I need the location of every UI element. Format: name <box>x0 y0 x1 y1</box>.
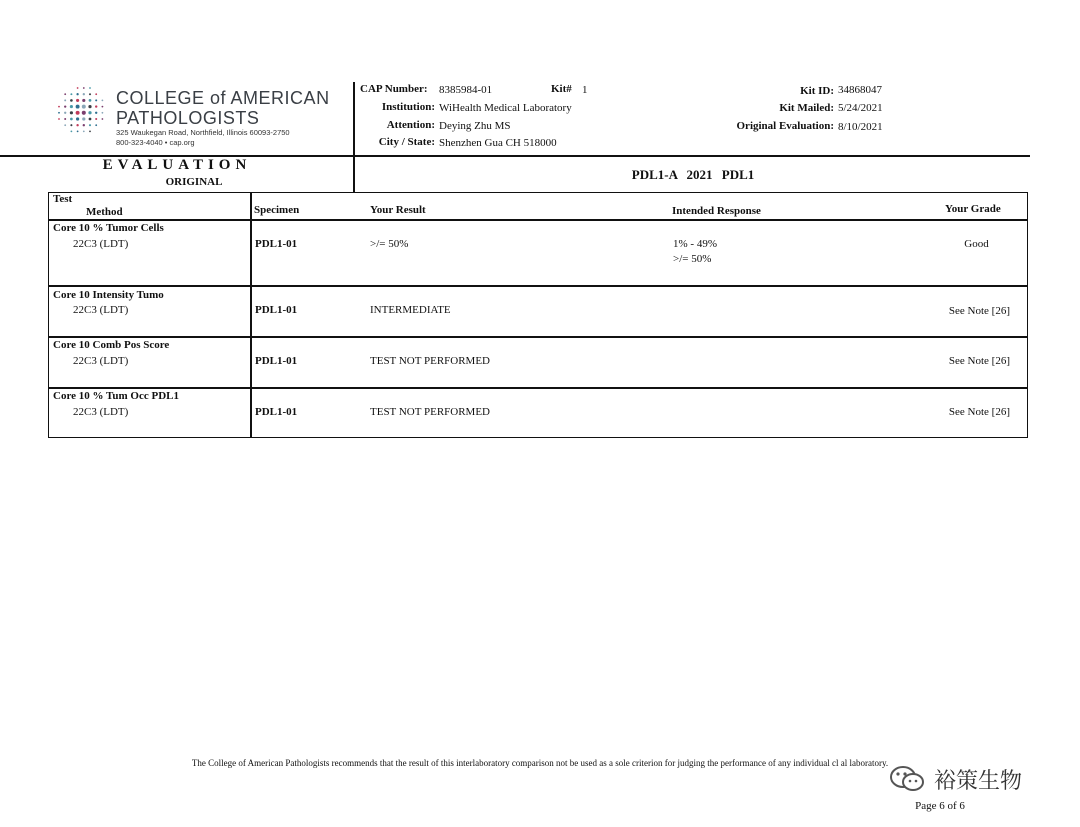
row-test: Core 10 Intensity Tumo <box>53 289 164 301</box>
logo-dot <box>95 112 97 114</box>
row-specimen: PDL1-01 <box>255 238 298 250</box>
attention-label: Attention: <box>386 119 435 131</box>
evaluation-subtitle: ORIGINAL <box>165 176 223 188</box>
logo-dot <box>82 99 85 102</box>
logo-dot <box>71 131 73 133</box>
original-eval-label: Original Evaluation: <box>736 120 834 132</box>
row-method: 22C3 (LDT) <box>73 238 129 250</box>
logo-dot <box>102 112 104 114</box>
logo-dot <box>83 131 85 133</box>
table-row-divider <box>48 387 1028 389</box>
logo-dot <box>95 118 97 120</box>
logo-dot <box>70 105 73 108</box>
logo-dot <box>77 131 79 133</box>
logo-dot <box>88 105 91 108</box>
row-specimen: PDL1-01 <box>255 304 298 316</box>
header-specimen: Specimen <box>254 204 300 216</box>
logo-dot <box>76 124 78 126</box>
logo-dot <box>70 99 73 102</box>
logo-dot <box>58 118 60 120</box>
row-method: 22C3 (LDT) <box>73 304 129 316</box>
header-intended-response: Intended Response <box>672 205 761 217</box>
kit-id-value: 34868047 <box>838 84 882 96</box>
row-intended-response: >/= 50% <box>673 253 712 265</box>
kit-mailed-value: 5/24/2021 <box>838 102 883 114</box>
logo-dot <box>82 105 86 109</box>
logo-dot <box>95 99 97 101</box>
row-intended-response: 1% - 49% <box>673 238 717 250</box>
logo-dot <box>76 105 80 109</box>
row-method: 22C3 (LDT) <box>73 406 129 418</box>
table-header-divider <box>48 219 1028 221</box>
kit-num-value: 1 <box>582 84 588 96</box>
org-name-line1: COLLEGE of AMERICAN <box>116 88 330 108</box>
logo-dot <box>89 118 92 121</box>
logo-dot <box>102 100 104 102</box>
page-number: Page 6 of 6 <box>915 800 965 812</box>
logo-dot <box>83 124 85 126</box>
row-grade: Good <box>964 238 989 250</box>
logo-dot <box>95 105 97 107</box>
table-row-divider <box>48 285 1028 287</box>
logo-dot <box>102 118 104 120</box>
logo-dot <box>89 124 91 126</box>
logo-dot <box>64 124 66 126</box>
logo-dot <box>83 93 85 95</box>
logo-dot <box>64 118 66 120</box>
header-method: Method <box>86 206 123 218</box>
logo-dot <box>89 131 91 133</box>
footer-disclaimer: The College of American Pathologists recommends that the result of this interlaboratory comparison not be used as a sole criterion for judging the performance of any individual cl al laboratory. <box>191 758 889 768</box>
logo-dot <box>64 93 66 95</box>
logo-dot <box>64 105 66 107</box>
logo-dot <box>88 111 91 114</box>
row-grade: See Note [26] <box>948 355 1010 367</box>
institution-label: Institution: <box>381 101 435 113</box>
logo-dot <box>82 117 85 120</box>
cap-logo-icon <box>55 84 107 136</box>
logo-dot <box>76 111 80 115</box>
wechat-icon <box>888 764 926 794</box>
org-address: 325 Waukegan Road, Northfield, Illinois 60093-2750 <box>116 128 290 137</box>
row-result: >/= 50% <box>370 238 409 250</box>
logo-dot <box>76 117 79 120</box>
org-name-line2: PATHOLOGISTS <box>116 108 260 128</box>
table-column-divider <box>250 192 252 438</box>
city-state-label: City / State: <box>378 136 435 148</box>
kit-mailed-label: Kit Mailed: <box>779 102 834 114</box>
evaluation-title: EVALUATION <box>102 157 252 173</box>
row-grade: See Note [26] <box>948 305 1010 317</box>
logo-dot <box>70 124 72 126</box>
logo-dot <box>64 99 66 101</box>
row-method: 22C3 (LDT) <box>73 355 129 367</box>
row-result: TEST NOT PERFORMED <box>370 406 491 418</box>
kit-id-label: Kit ID: <box>800 85 834 97</box>
row-test: Core 10 Comb Pos Score <box>53 339 170 351</box>
logo-dot <box>95 93 97 95</box>
results-table <box>48 192 1028 438</box>
org-contact: 800-323-4040 • cap.org <box>116 138 195 147</box>
institution-value: WiHealth Medical Laboratory <box>439 102 572 114</box>
logo-dot <box>58 106 60 108</box>
logo-dot <box>76 99 79 102</box>
row-result: TEST NOT PERFORMED <box>370 355 491 367</box>
logo-dot <box>70 111 73 114</box>
logo-dot <box>77 87 79 89</box>
cap-number-label: CAP Number: <box>360 83 428 95</box>
row-test: Core 10 % Tum Occ PDL1 <box>53 390 179 402</box>
logo-dot <box>70 93 72 95</box>
watermark-text: 裕策生物 <box>934 769 1023 794</box>
logo-dot <box>83 87 85 89</box>
header-your-result: Your Result <box>370 204 426 216</box>
header-test: Test <box>53 193 73 205</box>
table-row-divider <box>48 336 1028 338</box>
row-grade: See Note [26] <box>948 406 1010 418</box>
logo-dot <box>58 112 60 114</box>
program-title: PDL1-A 2021 PDL1 <box>631 167 755 182</box>
logo-dot <box>102 106 104 108</box>
logo-dot <box>64 112 66 114</box>
logo-dot <box>76 93 78 95</box>
kit-num-label: Kit# <box>551 83 572 95</box>
city-state-value: Shenzhen Gua CH 518000 <box>439 137 557 149</box>
original-eval-value: 8/10/2021 <box>838 121 883 133</box>
header-your-grade: Your Grade <box>945 203 1001 215</box>
logo-dot <box>89 93 91 95</box>
logo-dot <box>89 87 91 89</box>
row-result: INTERMEDIATE <box>370 304 451 316</box>
row-test: Core 10 % Tumor Cells <box>53 222 164 234</box>
attention-value: Deying Zhu MS <box>439 120 511 132</box>
logo-dot <box>89 99 92 102</box>
row-specimen: PDL1-01 <box>255 406 298 418</box>
row-specimen: PDL1-01 <box>255 355 298 367</box>
cap-number-value: 8385984-01 <box>439 84 493 96</box>
logo-dot <box>82 111 86 115</box>
logo-dot <box>70 118 73 121</box>
logo-dot <box>95 124 97 126</box>
